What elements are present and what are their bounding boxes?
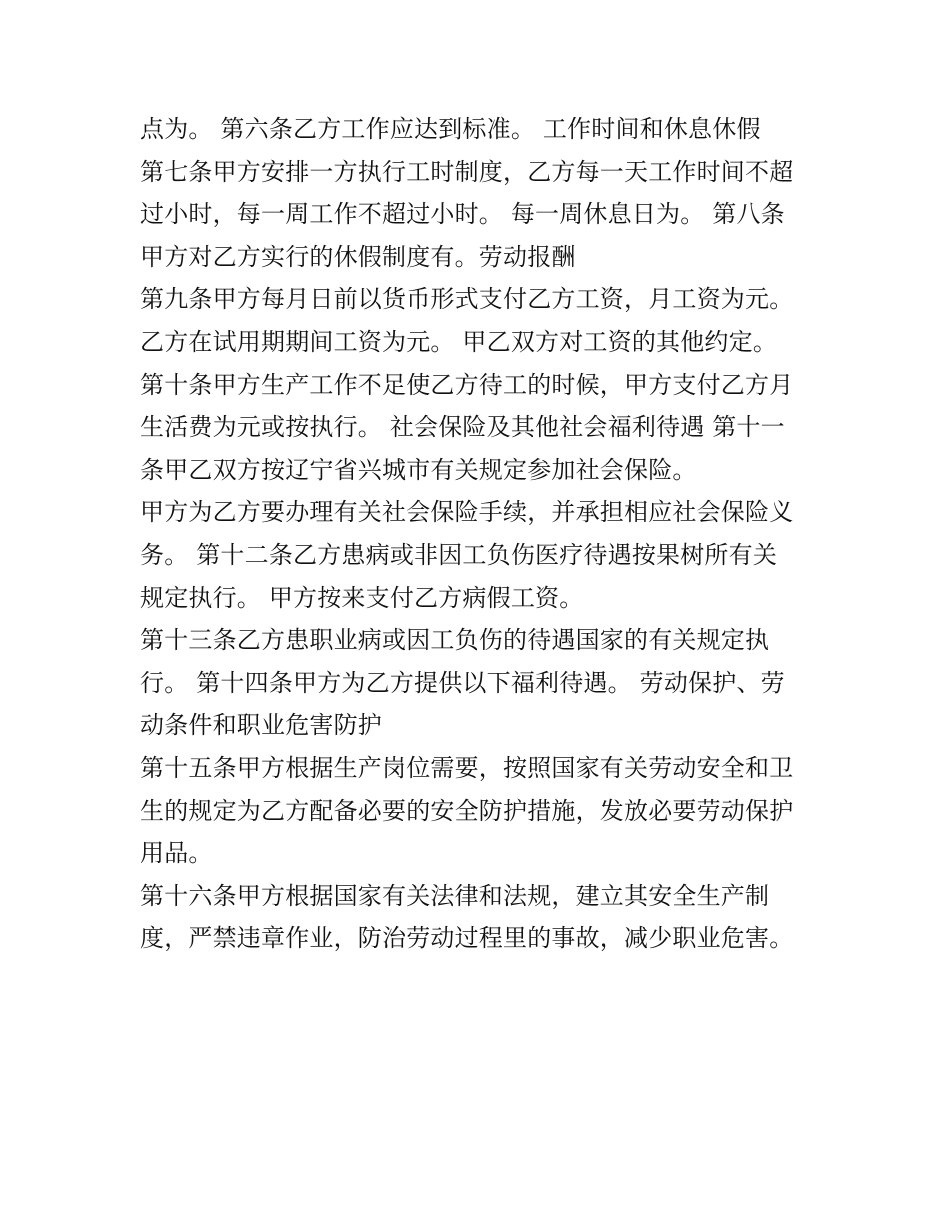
text-line: 甲方为乙方要办理有关社会保险手续，并承担相应社会保险义 [140,498,794,527]
text-line: 行。 第十四条甲方为乙方提供以下福利待遇。 劳动保护、劳 [140,668,785,697]
text-line: 规定执行。 甲方按来支付乙方病假工资。 [140,583,584,612]
text-line: 第十五条甲方根据生产岗位需要，按照国家有关劳动安全和卫 [140,753,794,782]
text-line: 甲方对乙方实行的休假制度有。劳动报酬 [140,242,576,271]
text-line: 动条件和职业危害防护 [140,711,382,740]
text-line: 生活费为元或按执行。 社会保险及其他社会福利待遇 第十一 [140,413,785,442]
text-line: 第九条甲方每月日前以货币形式支付乙方工资，月工资为元。 [140,285,794,314]
text-line: 用品。 [140,839,213,868]
text-line: 乙方在试用期期间工资为元。 甲乙双方对工资的其他约定。 [140,327,778,356]
text-line: 点为。 第六条乙方工作应达到标准。 工作时间和休息休假 [140,115,761,143]
text-line: 度，严禁违章作业，防治劳动过程里的事故，减少职业危害。 [140,924,794,953]
text-line: 务。 第十二条乙方患病或非因工负伤医疗待遇按果树所有关 [140,540,778,569]
text-line: 第七条甲方安排一方执行工时制度，乙方每一天工作时间不超 [140,157,794,186]
text-line: 第十三条乙方患职业病或因工负伤的待遇国家的有关规定执 [140,626,770,655]
text-line: 第十六条甲方根据国家有关法律和法规，建立其安全生产制 [140,881,770,910]
text-line: 过小时，每一周工作不超过小时。 每一周休息日为。 第八条 [140,200,785,229]
document-body [140,108,820,960]
text-line: 条甲乙双方按辽宁省兴城市有关规定参加社会保险。 [140,455,697,484]
text-line: 生的规定为乙方配备必要的安全防护措施，发放必要劳动保护 [140,796,794,825]
text-line: 第十条甲方生产工作不足使乙方待工的时候，甲方支付乙方月 [140,370,794,399]
